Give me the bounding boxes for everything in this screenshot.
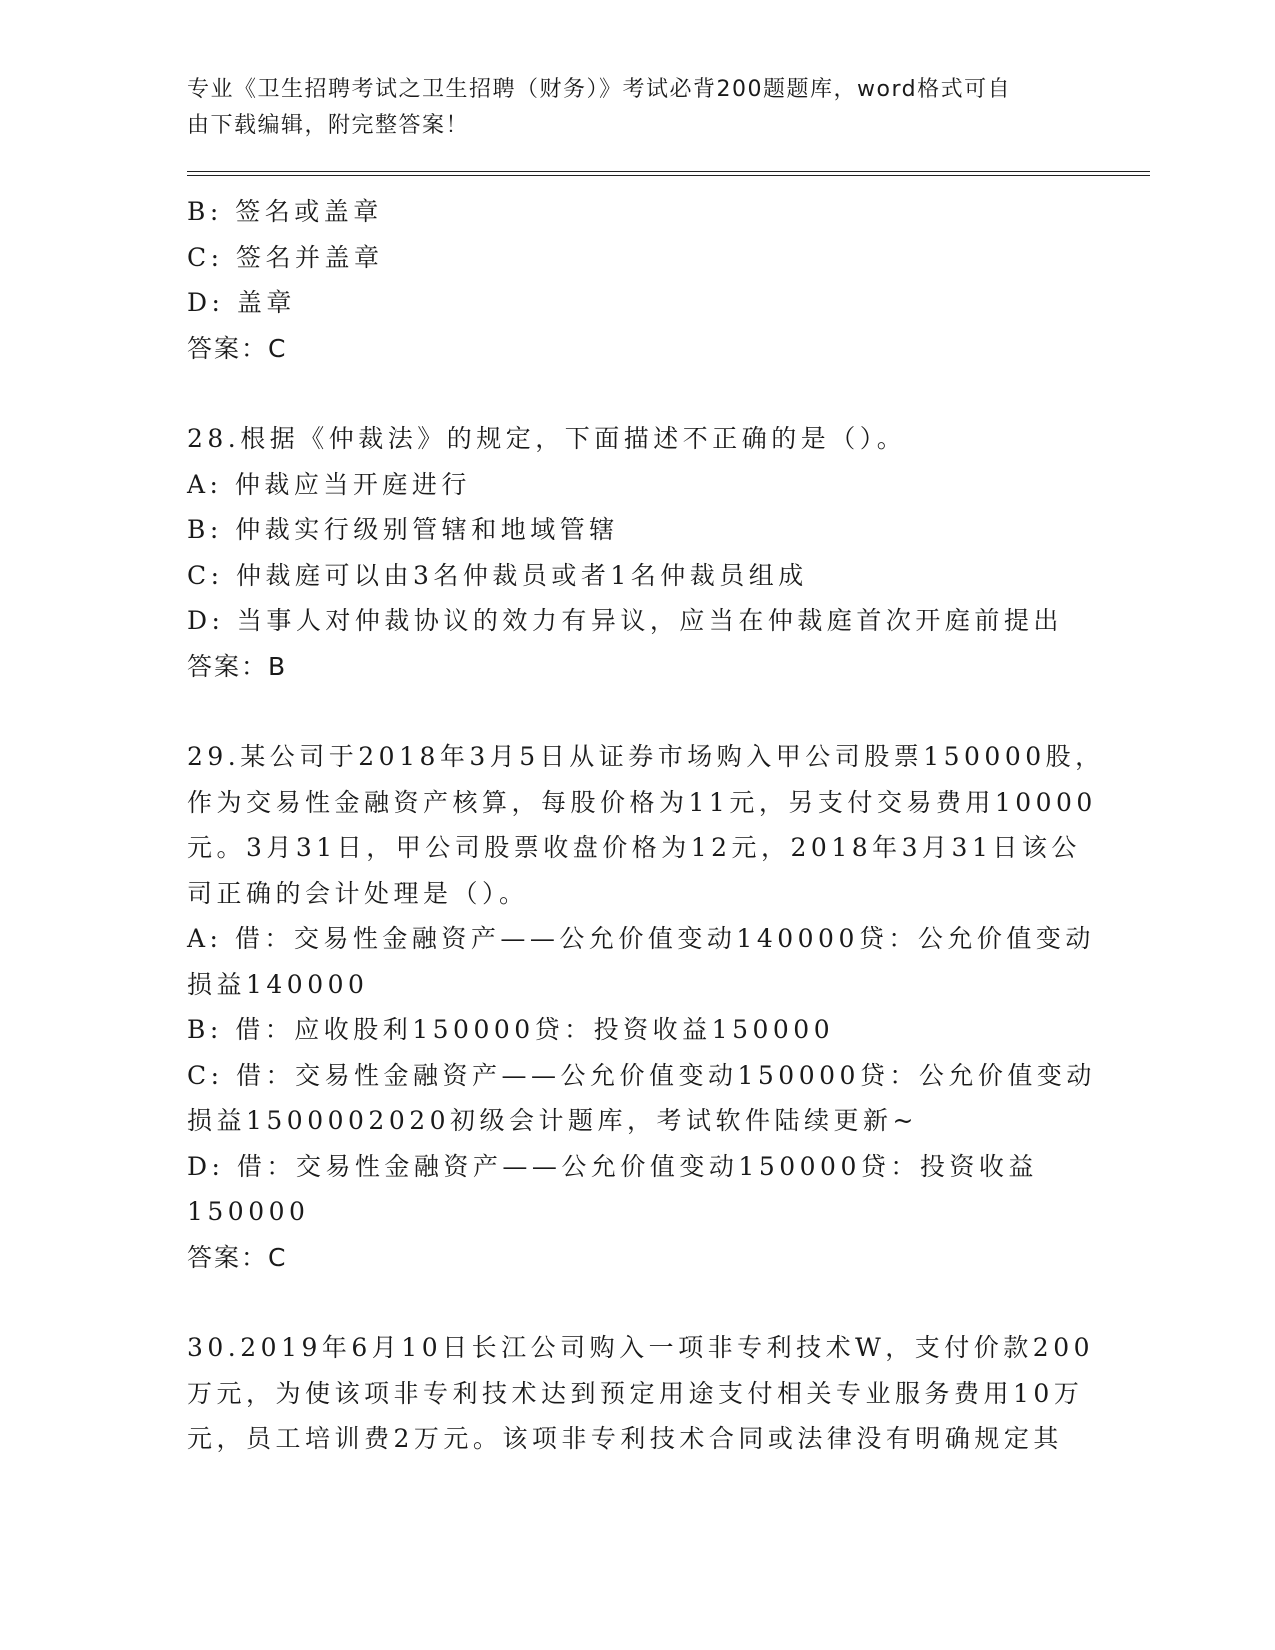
q27-option-d: D: 盖章 — [187, 288, 296, 317]
header-divider-top — [187, 171, 1150, 172]
question-27-block — [187, 189, 1087, 371]
q28-option-d: D: 当事人对仲裁协议的效力有异议，应当在仲裁庭首次开庭前提出 — [187, 606, 1063, 635]
question-28-block — [187, 416, 1087, 689]
q29-answer: 答案：C — [187, 1242, 288, 1272]
q29-option-b: B: 借：应收股利150000贷：投资收益150000 — [187, 1015, 835, 1044]
q28-option-c: C: 仲裁庭可以由3名仲裁员或者1名仲裁员组成 — [187, 560, 808, 590]
q29-stem-line: 司正确的会计处理是（）。 — [187, 878, 529, 908]
q29-option-c-cont: 损益1500002020初级会计题库，考试软件陆续更新~ — [187, 1106, 919, 1135]
q30-stem-line: 30.2019年6月10日长江公司购入一项非专利技术W，支付价款200 — [187, 1333, 1095, 1362]
q28-stem: 28.根据《仲裁法》的规定，下面描述不正确的是（）。 — [187, 424, 907, 453]
q29-option-a: A: 借：交易性金融资产——公允价值变动140000贷：公允价值变动 — [187, 924, 1095, 953]
q30-stem-line: 元，员工培训费2万元。该项非专利技术合同或法律没有明确规定其 — [187, 1424, 1063, 1453]
question-content — [187, 189, 1105, 1462]
q29-option-a-cont: 损益140000 — [187, 969, 369, 999]
question-30-block — [187, 1325, 1095, 1462]
q30-stem-line: 万元，为使该项非专利技术达到预定用途支付相关专业服务费用10万 — [187, 1378, 1084, 1408]
q27-answer: 答案：C — [187, 333, 288, 363]
header-line-1: 专业《卫生招聘考试之卫生招聘（财务）》考试必背200题题库，word格式可自 — [187, 77, 1012, 102]
question-29-block — [187, 734, 1105, 1280]
q28-answer: 答案：B — [187, 651, 288, 681]
q27-option-c: C: 签名并盖章 — [187, 242, 384, 272]
document-header — [187, 72, 1067, 144]
q29-option-c: C: 借：交易性金融资产——公允价值变动150000贷：公允价值变动 — [187, 1060, 1096, 1090]
spacer — [187, 1280, 1087, 1325]
q29-stem-line: 元。3月31日，甲公司股票收盘价格为12元，2018年3月31日该公 — [187, 833, 1081, 862]
q29-stem-line: 29.某公司于2018年3月5日从证券市场购入甲公司股票150000股， — [187, 742, 1105, 771]
q29-stem-line: 作为交易性金融资产核算，每股价格为11元，另支付交易费用10000 — [187, 787, 1097, 817]
q29-option-d-cont: 150000 — [187, 1197, 310, 1226]
header-line-2: 由下载编辑，附完整答案！ — [187, 113, 470, 138]
header-divider-bottom — [187, 175, 1150, 176]
q28-option-a: A: 仲裁应当开庭进行 — [187, 469, 471, 499]
q27-option-b: B: 签名或盖章 — [187, 197, 383, 226]
spacer — [187, 689, 1087, 734]
q29-option-d: D: 借：交易性金融资产——公允价值变动150000贷：投资收益 — [187, 1151, 1038, 1181]
q28-option-b: B: 仲裁实行级别管辖和地域管辖 — [187, 515, 619, 544]
spacer — [187, 371, 1087, 416]
